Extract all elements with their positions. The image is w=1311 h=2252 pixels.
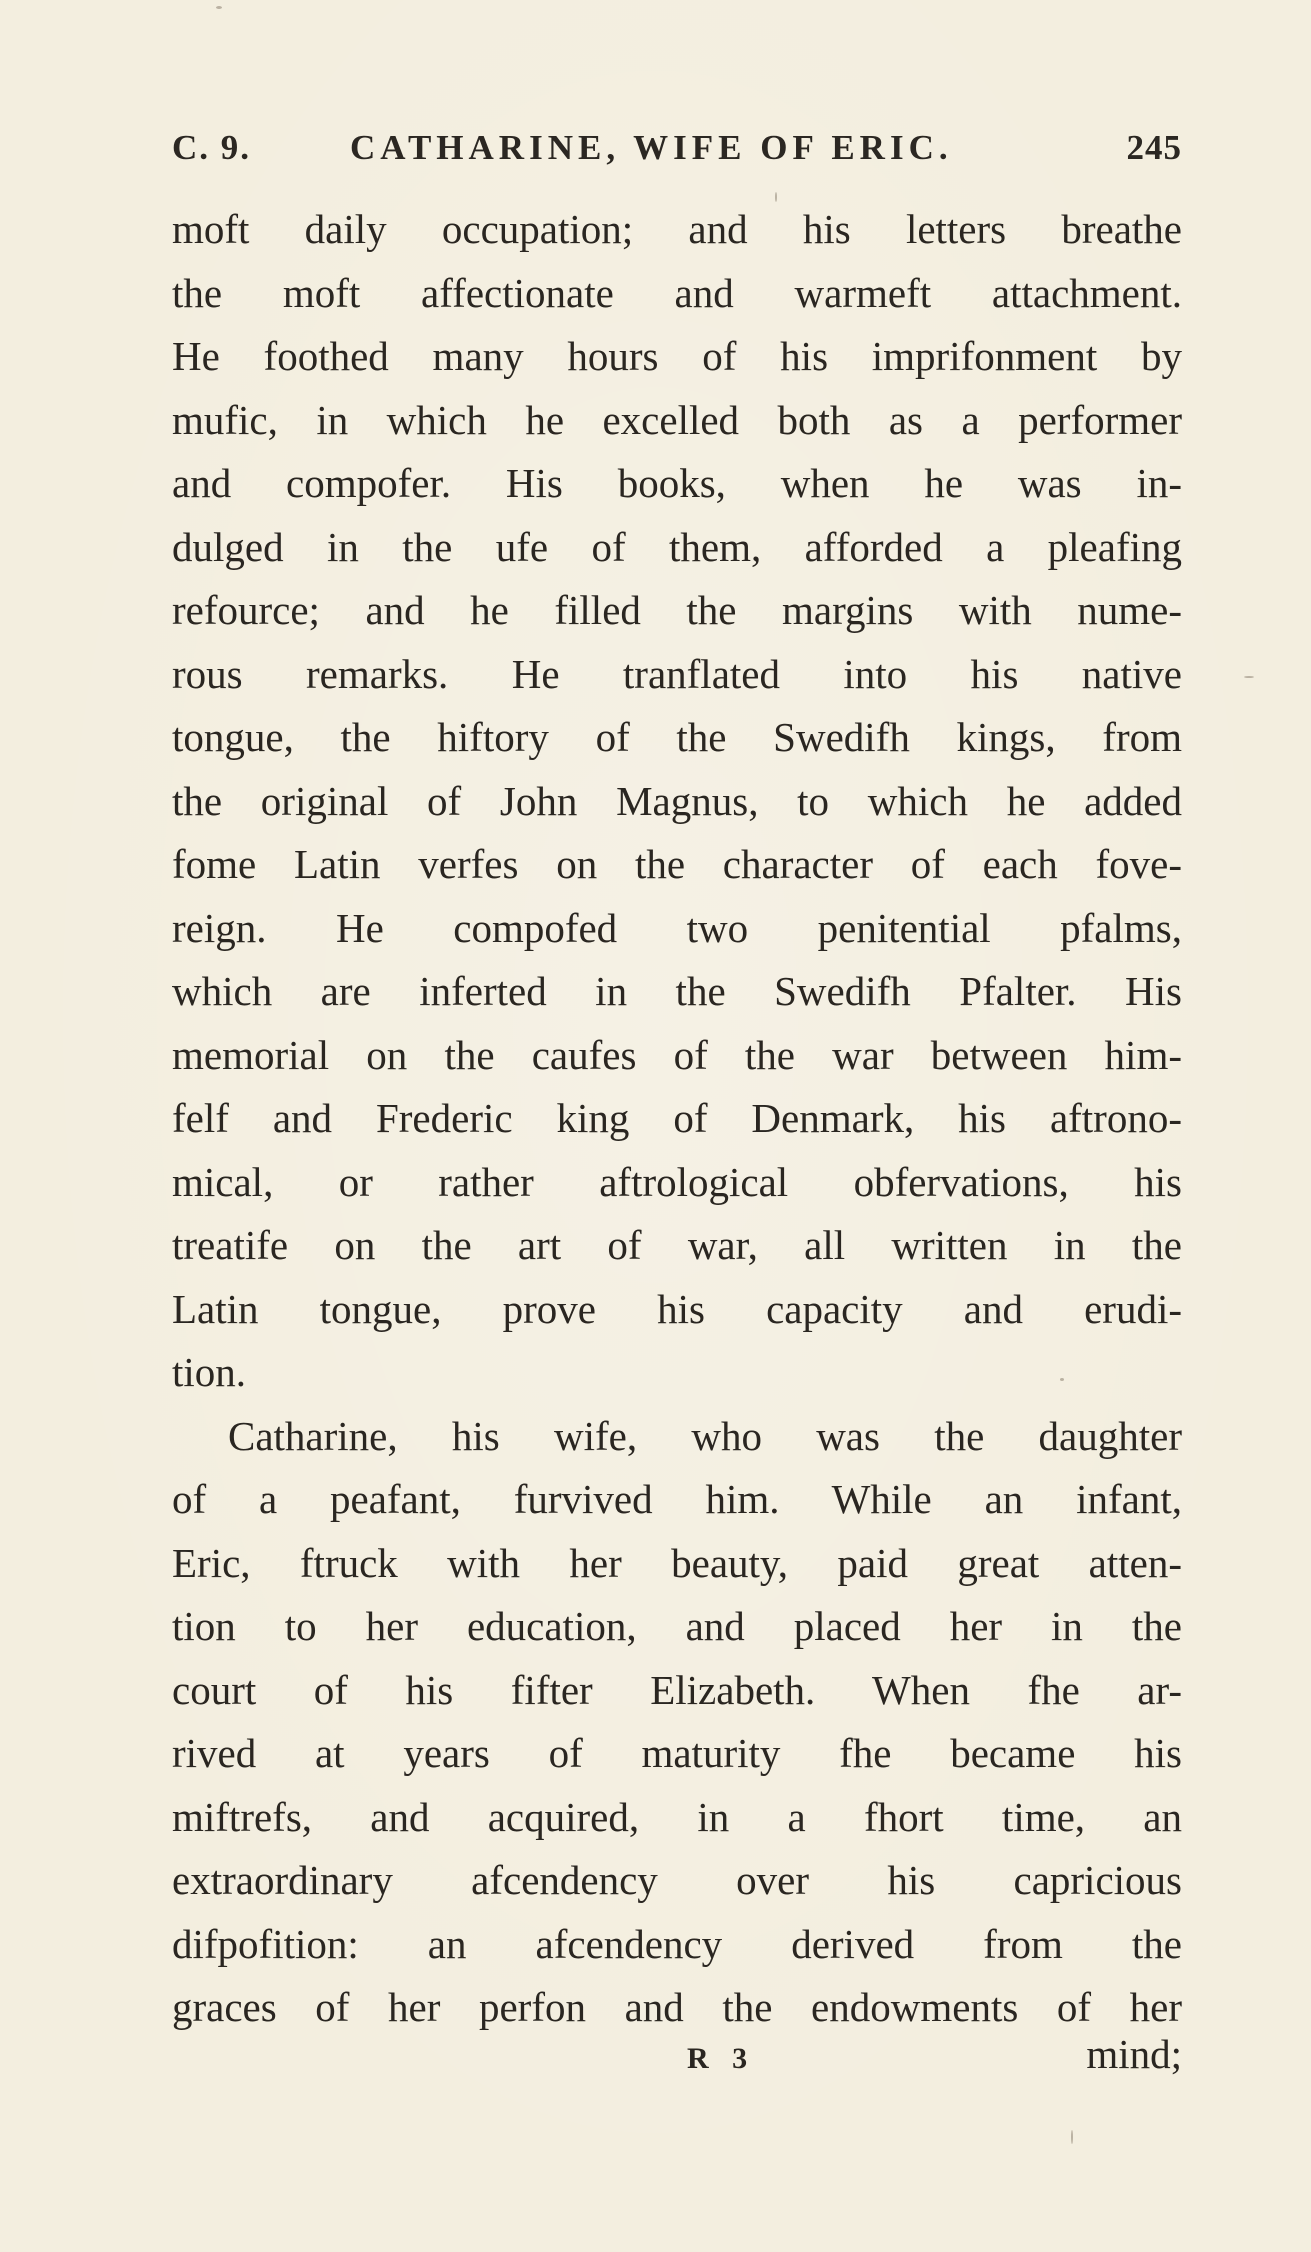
paper-speck bbox=[216, 6, 222, 9]
signature-mark: R 3 bbox=[687, 2042, 756, 2075]
paper-speck bbox=[1071, 2130, 1073, 2144]
text-line: Eric, ftruck with her beauty, paid great atten- bbox=[172, 1539, 1182, 1586]
body-text bbox=[172, 198, 1182, 2040]
text-line: dulged in the ufe of them, afforded a pleafing bbox=[172, 523, 1182, 570]
text-line: mical, or rather aftrological obfervations, his bbox=[172, 1158, 1182, 1205]
text-line: tion. bbox=[172, 1349, 247, 1395]
text-line: fome Latin verfes on the character of each fove- bbox=[172, 841, 1182, 887]
text-line: and compofer. His books, when he was in- bbox=[172, 460, 1182, 506]
page-footer bbox=[172, 2030, 1182, 2090]
text-line: which are inferted in the Swedifh Pfalter. His bbox=[172, 968, 1182, 1014]
text-line: rived at years of maturity fhe became his bbox=[172, 1730, 1182, 1776]
text-line: miftrefs, and acquired, in a fhort time, an bbox=[172, 1793, 1182, 1840]
paper-speck bbox=[1244, 676, 1254, 678]
paragraph-first-line: Catharine, his wife, who was the daughter bbox=[228, 1412, 1182, 1459]
text-line: court of his fifter Elizabeth. When fhe ar- bbox=[172, 1666, 1182, 1713]
text-line: tongue, the hiftory of the Swedifh kings, from bbox=[172, 714, 1182, 760]
text-line: reign. He compofed two penitential pfalms, bbox=[172, 904, 1182, 951]
text-line: treatife on the art of war, all written in the bbox=[172, 1222, 1182, 1268]
text-line: difpofition: an afcendency derived from the bbox=[172, 1920, 1182, 1967]
text-line: the moft affectionate and warmeft attachment. bbox=[172, 269, 1182, 316]
text-line: the original of John Magnus, to which he added bbox=[172, 777, 1182, 824]
text-line: of a peafant, furvived him. While an infant, bbox=[172, 1476, 1182, 1522]
text-line: felf and Frederic king of Denmark, his aftrono- bbox=[172, 1095, 1182, 1141]
catchword: mind; bbox=[1086, 2031, 1182, 2077]
running-head bbox=[172, 128, 1182, 178]
text-line: tion to her education, and placed her in the bbox=[172, 1603, 1182, 1649]
text-line: rous remarks. He tranflated into his native bbox=[172, 650, 1182, 697]
paper-speck bbox=[1060, 1378, 1064, 1381]
text-line: memorial on the caufes of the war between him- bbox=[172, 1031, 1182, 1078]
text-line: moft daily occupation; and his letters breathe bbox=[172, 206, 1182, 252]
text-line: refource; and he filled the margins with nume- bbox=[172, 587, 1182, 633]
text-line: mufic, in which he excelled both as a performer bbox=[172, 396, 1182, 443]
paper-speck bbox=[775, 192, 777, 202]
page-number: 245 bbox=[1126, 128, 1182, 167]
text-line: extraordinary afcendency over his capricious bbox=[172, 1857, 1182, 1903]
text-line: Latin tongue, prove his capacity and erudi- bbox=[172, 1285, 1182, 1332]
chapter-marker: C. 9. bbox=[172, 128, 252, 167]
text-line: graces of her perfon and the endowments of her bbox=[172, 1984, 1182, 2030]
text-line: He foothed many hours of his imprifonment by bbox=[172, 333, 1182, 379]
running-title: CATHARINE, WIFE OF ERIC. bbox=[350, 128, 953, 167]
